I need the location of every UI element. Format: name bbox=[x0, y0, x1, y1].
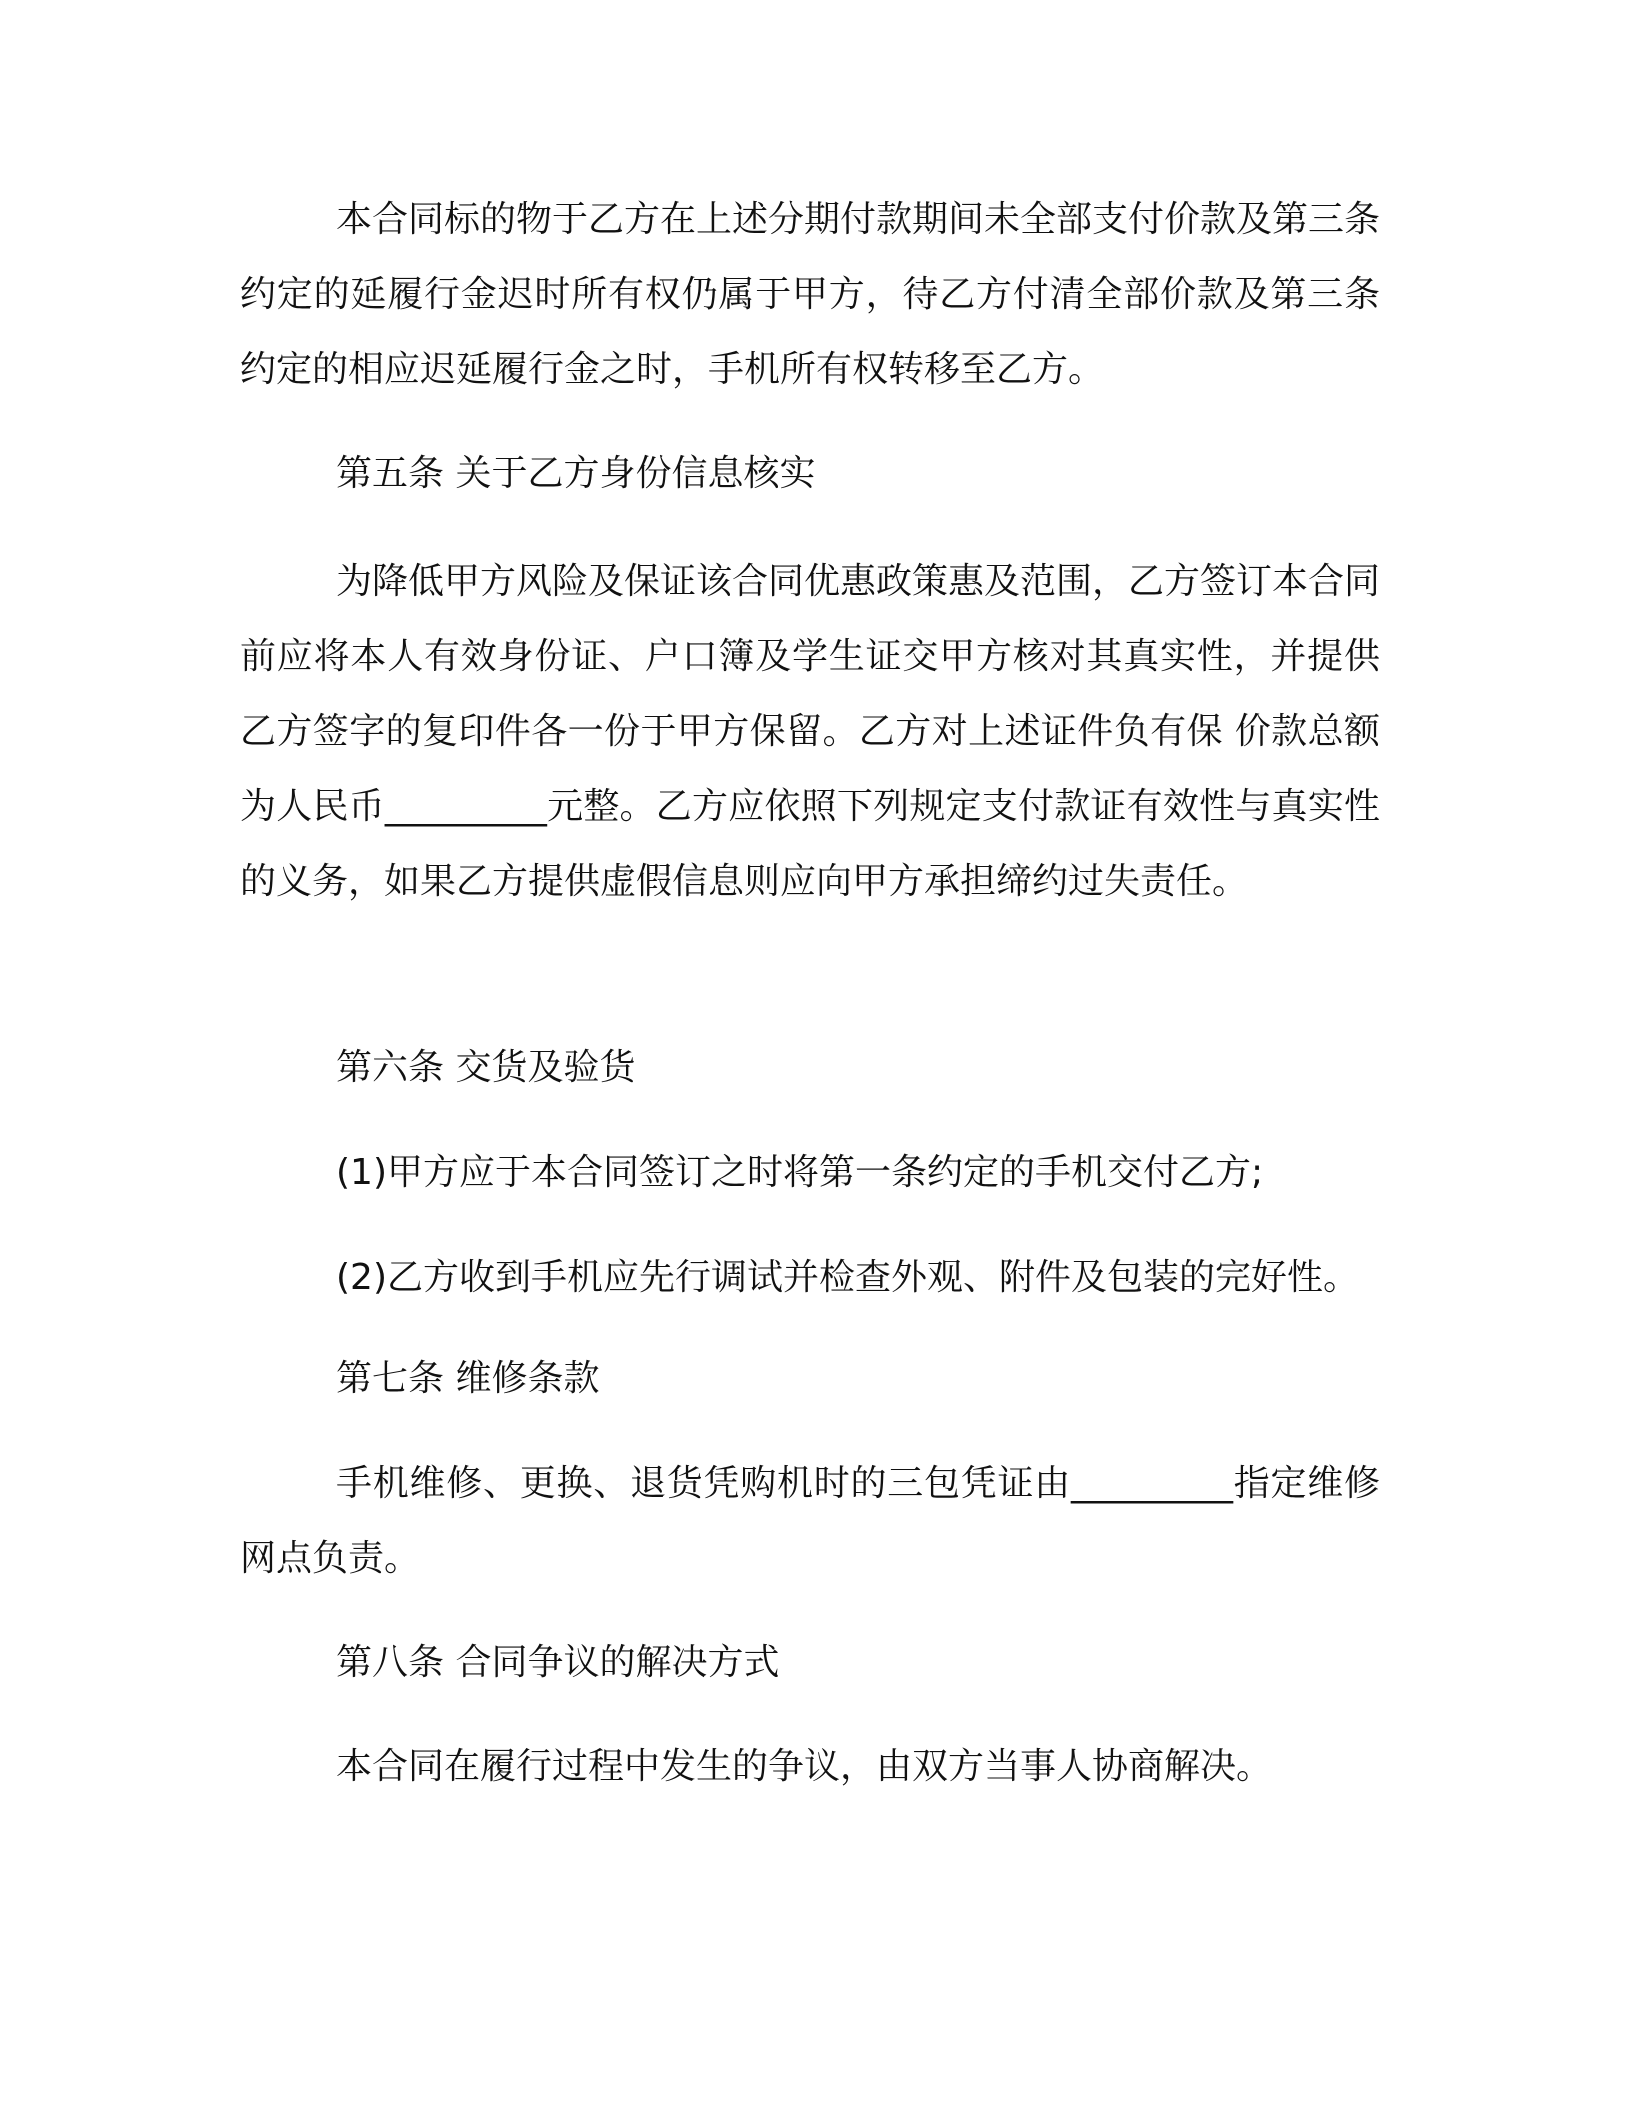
clause4-ownership-paragraph: 本合同标的物于乙方在上述分期付款期间未全部支付价款及第三条约定的延履行金迟时所有权仍属于甲方，待乙方付清全部价款及第三条约定的相应迟延履行金之时，手机所有权转移至乙方。 bbox=[240, 199, 1381, 390]
clause6-item-2: (2)乙方收到手机应先行调试并检查外观、附件及包装的完好性。 bbox=[336, 1257, 1359, 1298]
clause8-paragraph: 本合同在履行过程中发生的争议，由双方当事人协商解决。 bbox=[336, 1746, 1273, 1787]
clause6-heading: 第六条 交货及验货 bbox=[336, 1047, 636, 1088]
clause5-heading: 第五条 关于乙方身份信息核实 bbox=[336, 453, 816, 494]
clause7-paragraph: 手机维修、更换、退货凭购机时的三包凭证由_________指定维修网点负责。 bbox=[240, 1463, 1380, 1579]
clause8-heading: 第八条 合同争议的解决方式 bbox=[336, 1642, 780, 1683]
clause5-paragraph: 为降低甲方风险及保证该合同优惠政策惠及范围，乙方签订本合同前应将本人有效身份证、户口簿及学生证交甲方核对其真实性，并提供乙方签字的复印件各一份于甲方保留。乙方对上述证件负有保 价款总额为人民币_________元整。乙方应依照下列规定支付款证有效性与真实性的义务，如果乙方提供虚假信息则应向甲方承担缔约过失责任。 bbox=[240, 561, 1381, 902]
clause6-item-1: (1)甲方应于本合同签订之时将第一条约定的手机交付乙方; bbox=[336, 1152, 1264, 1193]
clause7-heading: 第七条 维修条款 bbox=[336, 1358, 600, 1399]
